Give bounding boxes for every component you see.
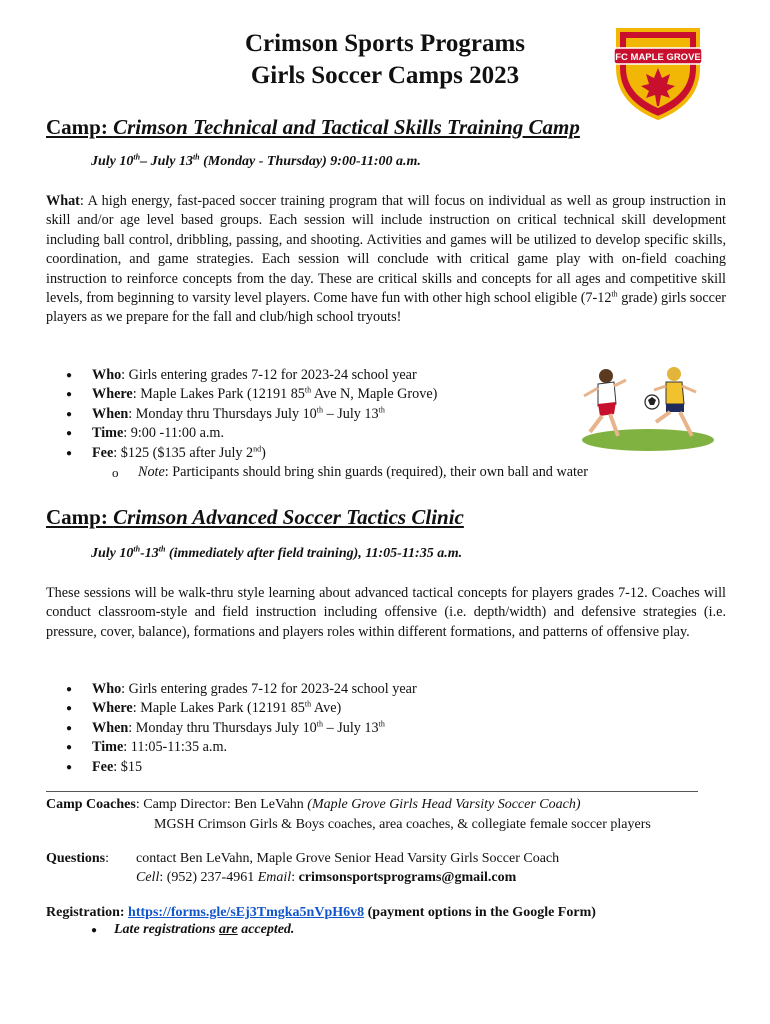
camp2-name: Crimson Advanced Soccer Tactics Clinic xyxy=(113,505,464,529)
camp1-fee: ● Fee: $125 ($135 after July 2nd) xyxy=(46,444,588,463)
page-title-line1: Crimson Sports Programs xyxy=(244,30,526,57)
camp1-date: July 10th– July 13th (Monday - Thursday) 9:00-11:00 a.m. xyxy=(91,152,421,169)
soccer-players-illustration xyxy=(568,360,718,452)
camp1-who: ● Who: Girls entering grades 7-12 for 2023-24 school year xyxy=(46,366,588,385)
contact-line: Cell: (952) 237-4961 Email: crimsonsportsprograms@gmail.com xyxy=(136,870,517,885)
camp1-name: Crimson Technical and Tactical Skills Training Camp xyxy=(113,115,580,139)
camp2-heading: Camp: Crimson Advanced Soccer Tactics Clinic xyxy=(46,505,464,529)
camp2-time: ● Time: 11:05-11:35 a.m. xyxy=(46,738,417,757)
registration-link[interactable]: https://forms.gle/sEj3Tmgka5nVpH6v8 xyxy=(128,905,365,920)
camp-coaches-line2: MGSH Crimson Girls & Boys coaches, area coaches, & collegiate female soccer players xyxy=(154,817,651,832)
camp2-fee: ● Fee: $15 xyxy=(46,758,417,777)
email-address: crimsonsportsprograms@gmail.com xyxy=(298,870,517,885)
questions-label: Questions: xyxy=(46,851,110,866)
camp1-heading: Camp: Crimson Technical and Tactical Skills Training Camp xyxy=(46,115,580,139)
camp1-details xyxy=(46,366,588,482)
camp1-note: o Note: Participants should bring shin guards (required), their own ball and water xyxy=(46,463,588,482)
camp1-when: ● When: Monday thru Thursdays July 10th – July 13th xyxy=(46,405,588,424)
camp2-description: These sessions will be walk-thru style learning about advanced tactical concepts for players grades 7-12. Coaches will conduct classroom-style and field instruction including offensive (i.e. depth/width) and defensive strategies (i.e. pressure, cover, balance), formations and players roles within different formations, and patterns of offensive play. xyxy=(46,585,726,640)
logo-text: FC MAPLE GROVE xyxy=(615,52,701,63)
camp2-when: ● When: Monday thru Thursdays July 10th – July 13th xyxy=(46,719,417,738)
camp1-time: ● Time: 9:00 -11:00 a.m. xyxy=(46,424,588,443)
late-registration: ● Late registrations are accepted. xyxy=(91,922,295,937)
divider xyxy=(46,791,698,792)
camp1-description: What: A high energy, fast-paced soccer training program that will focus on individual as well as group instruction in skill and/or age level based groups. Each session will include instruction on critical technical skill development including ball control, dribbling, passing, and shooting. Activities and games will be utilized to develop specific skills, coordination, and game strategies. Each session will conclude with critical game play with on-field coaching instruction to reinforce concepts from the day. These are critical skills and concepts for all ages and competitive skill levels, from beginning to varsity level players. Come have fun with other high school eligible (7-12th grade) girls soccer players as we prepare for the fall and club/high school tryouts! xyxy=(46,193,727,326)
camp2-details xyxy=(46,680,417,777)
questions-text: contact Ben LeVahn, Maple Grove Senior Head Varsity Girls Soccer Coach xyxy=(136,851,560,866)
fc-maple-grove-logo xyxy=(612,24,704,120)
camp2-where: ● Where: Maple Lakes Park (12191 85th Ave) xyxy=(46,699,417,718)
camp2-date: July 10th-13th (immediately after field training), 11:05-11:35 a.m. xyxy=(91,544,463,561)
camp-coaches: Camp Coaches: Camp Director: Ben LeVahn (Maple Grove Girls Head Varsity Soccer Coach) xyxy=(46,797,581,812)
registration: Registration: https://forms.gle/sEj3Tmgka5nVpH6v8 (payment options in the Google Form) xyxy=(46,905,596,920)
camp2-who: ● Who: Girls entering grades 7-12 for 2023-24 school year xyxy=(46,680,417,699)
camp1-where: ● Where: Maple Lakes Park (12191 85th Ave N, Maple Grove) xyxy=(46,385,588,404)
page-title-line2: Girls Soccer Camps 2023 xyxy=(250,62,520,89)
